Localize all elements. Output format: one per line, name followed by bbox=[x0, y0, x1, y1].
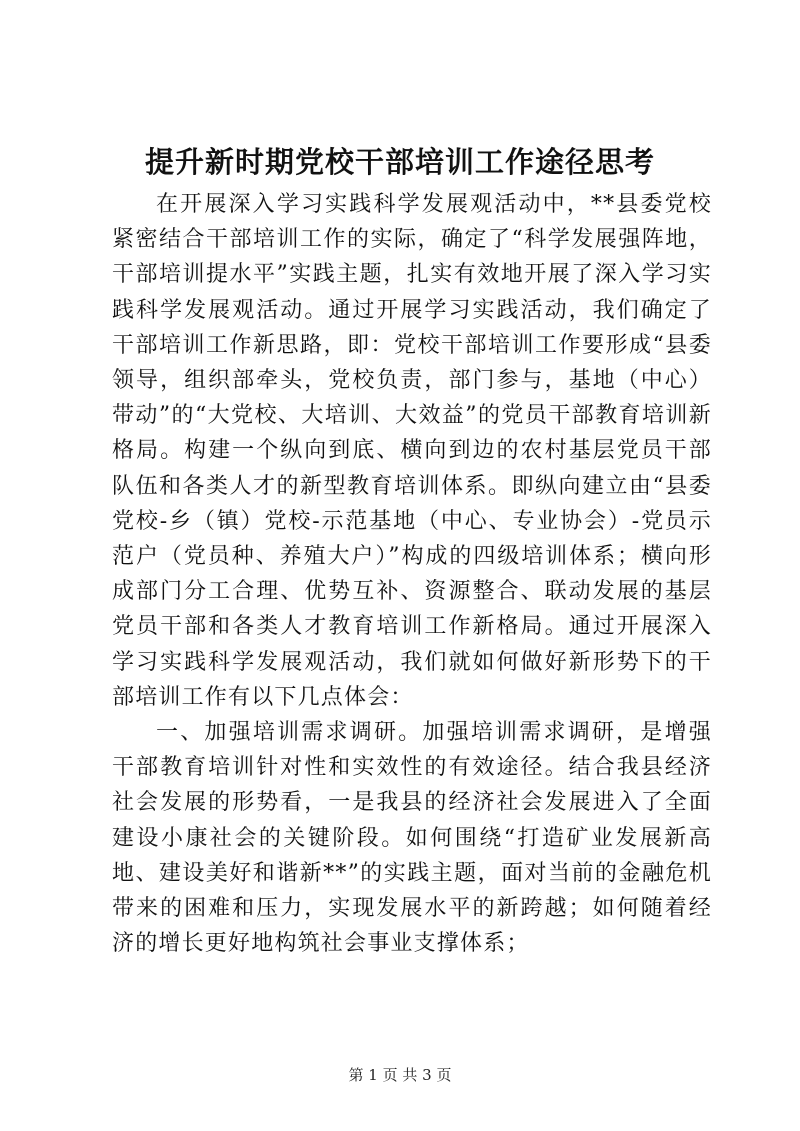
document-title: 提升新时期党校干部培训工作途径思考 bbox=[144, 145, 655, 179]
paragraph-intro: 在开展深入学习实践科学发展观活动中，**县委党校紧密结合干部培训工作的实际，确定了“科学发展强阵地，干部培训提水平”实践主题，扎实有效地开展了深入学习实践科学发展观活动。通过开展学习实践活动，我们确定了干部培训工作新思路，即：党校干部培训工作要形成“县委领导，组织部牵头，党校负责，部门参与，基地（中心）带动”的“大党校、大培训、大效益”的党员干部教育培训新格局。构建一个纵向到底、横向到边的农村基层党员干部队伍和各类人才的新型教育培训体系。即纵向建立由“县委党校-乡（镇）党校-示范基地（中心、专业协会）-党员示范户（党员种、养殖大户）”构成的四级培训体系；横向形成部门分工合理、优势互补、资源整合、联动发展的基层党员干部和各类人才教育培训工作新格局。通过开展深入学习实践科学发展观活动，我们就如何做好新形势下的干部培训工作有以下几点体会： bbox=[112, 192, 712, 710]
paragraph-section-one: 一、加强培训需求调研。加强培训需求调研，是增强干部教育培训针对性和实效性的有效途径。结合我县经济社会发展的形势看，一是我县的经济社会发展进入了全面建设小康社会的关键阶段。如何围绕“打造矿业发展新高地、建设美好和谐新**”的实践主题，面对当前的金融危机带来的困难和压力，实现发展水平的新跨越；如何随着经济的增长更好地构筑社会事业支撑体系； bbox=[112, 720, 712, 957]
page-footer: 第 1 页 共 3 页 bbox=[348, 1066, 452, 1084]
document-body bbox=[112, 187, 712, 961]
